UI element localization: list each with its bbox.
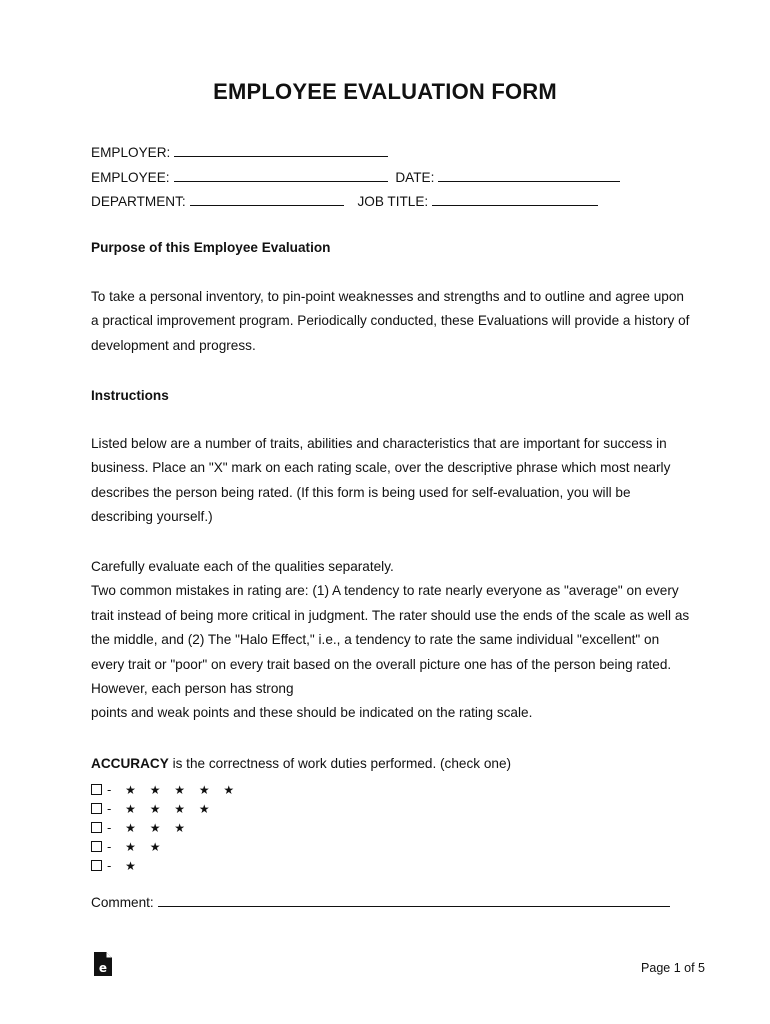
- checkbox[interactable]: [91, 803, 102, 814]
- employer-field[interactable]: [174, 142, 388, 157]
- svg-text:e: e: [98, 961, 108, 975]
- star-rating: - ★ ★ ★ ★: [107, 802, 215, 816]
- rating-option-3[interactable]: [91, 820, 190, 835]
- employer-label: EMPLOYER:: [91, 145, 171, 160]
- job-title-label: JOB TITLE:: [357, 194, 429, 209]
- comment-field[interactable]: [158, 892, 670, 907]
- employee-label: EMPLOYEE:: [91, 170, 170, 185]
- rating-option-5[interactable]: [91, 782, 239, 797]
- employee-row: [91, 167, 620, 185]
- instructions-paragraph-1: Listed below are a number of traits, abilities and characteristics that are important for success in business. Place an "X" mark on each rating scale, over the descriptive phrase which most nearly describes the person being rated. (If this form is being used for self-evaluation, you will be describing yourself.): [91, 436, 671, 525]
- form-title: EMPLOYEE EVALUATION FORM: [213, 79, 557, 104]
- instructions-text-2: [91, 555, 691, 726]
- purpose-heading: Purpose of this Employee Evaluation: [91, 240, 331, 255]
- accuracy-description: is the correctness of work duties performed. (check one): [168, 756, 512, 771]
- star-rating: - ★: [107, 859, 141, 873]
- accuracy-term: ACCURACY: [91, 756, 169, 771]
- star-rating: - ★ ★: [107, 840, 166, 854]
- star-rating: - ★ ★ ★: [107, 821, 191, 835]
- rating-option-1[interactable]: [91, 858, 141, 873]
- employer-row: [91, 142, 388, 160]
- checkbox[interactable]: [91, 822, 102, 833]
- rating-option-2[interactable]: [91, 839, 165, 854]
- document-logo-icon: [93, 951, 113, 977]
- comment-row: [91, 892, 670, 910]
- comment-label: Comment:: [91, 895, 154, 910]
- accuracy-heading: [91, 756, 511, 771]
- instructions-paragraph-2b: Two common mistakes in rating are: (1) A tendency to rate nearly everyone as "average" on every trait instead of being more critical in judgment. The rater should use the ends of the scale as well as the middle, and (2) The "Halo Effect," i.e., a tendency to rate the same individual "excellent" on every trait or "poor" on every trait based on the overall picture one has of the person being rated. However, each person has strong: [91, 583, 690, 697]
- employee-field[interactable]: [174, 167, 388, 182]
- purpose-paragraph: To take a personal inventory, to pin-point weaknesses and strengths and to outline and agree upon a practical improvement program. Periodically conducted, these Evaluations will provide a history of development and progress.: [91, 289, 690, 353]
- department-label: DEPARTMENT:: [91, 194, 186, 209]
- date-field[interactable]: [438, 167, 620, 182]
- instructions-paragraph-2c: points and weak points and these should be indicated on the rating scale.: [91, 705, 533, 721]
- instructions-paragraph-2a: Carefully evaluate each of the qualities separately.: [91, 559, 394, 574]
- page-number: Page 1 of 5: [641, 961, 705, 975]
- department-row: [91, 191, 598, 209]
- job-title-field[interactable]: [432, 191, 598, 206]
- checkbox[interactable]: [91, 841, 102, 852]
- checkbox[interactable]: [91, 860, 102, 871]
- department-field[interactable]: [190, 191, 344, 206]
- instructions-text: [91, 432, 691, 530]
- instructions-heading: Instructions: [91, 388, 169, 403]
- checkbox[interactable]: [91, 784, 102, 795]
- star-rating: - ★ ★ ★ ★ ★: [107, 783, 240, 797]
- date-label: DATE:: [395, 170, 435, 185]
- purpose-text: [91, 285, 691, 358]
- rating-option-4[interactable]: [91, 801, 215, 816]
